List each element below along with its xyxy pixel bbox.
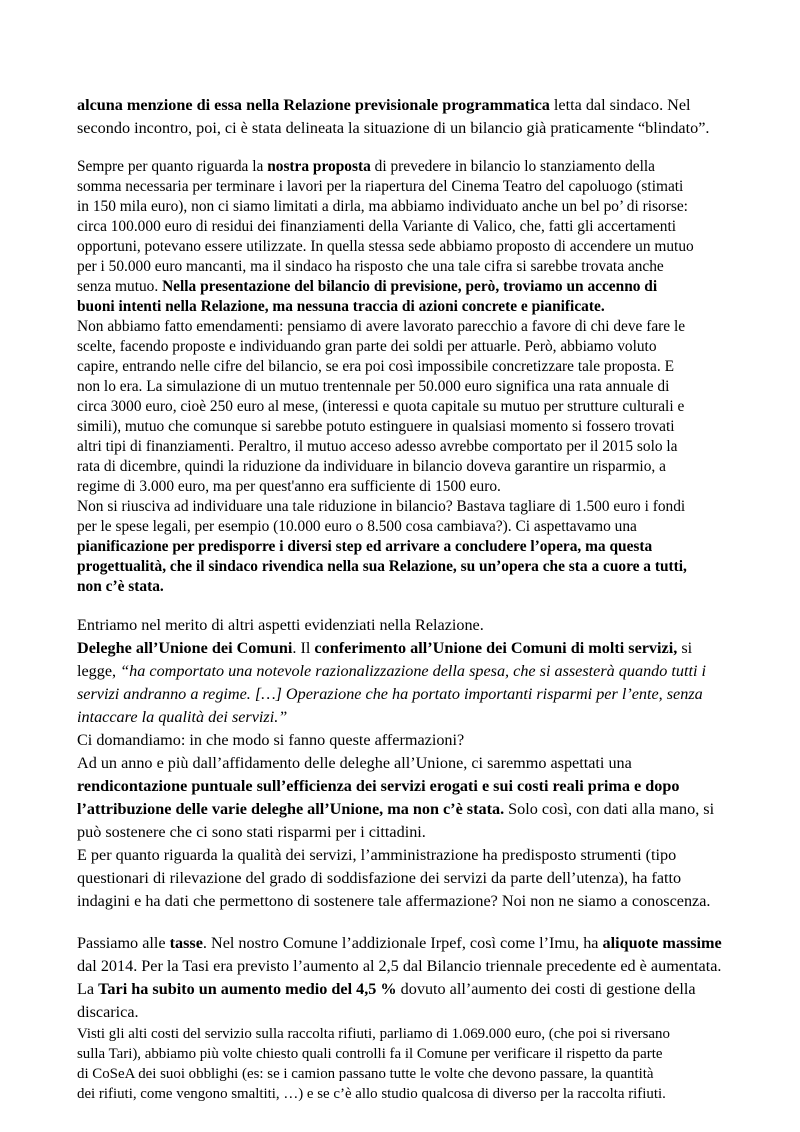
text-line: La Tari ha subito un aumento medio del 4,5 % dovuto all’aumento dei costi di gestione della bbox=[77, 980, 696, 998]
text-line: Non abbiamo fatto emendamenti: pensiamo di avere lavorato parecchio a favore di chi deve fare le bbox=[77, 318, 686, 335]
text-line: scelte, facendo proposte e individuando gran parte dei soldi per attuarle. Però, abbiamo voluto bbox=[77, 338, 657, 355]
text-line: Passiamo alle tasse. Nel nostro Comune l’addizionale Irpef, così come l’Imu, ha aliquote massime bbox=[77, 934, 722, 952]
text-line: rata di dicembre, quindi la riduzione da individuare in bilancio doveva garantire un risparmio, a bbox=[77, 458, 666, 475]
text-line: non c’è stata. bbox=[77, 578, 164, 595]
text-line: Ci domandiamo: in che modo si fanno queste affermazioni? bbox=[77, 731, 465, 749]
text-line: Sempre per quanto riguarda la nostra proposta di prevedere in bilancio lo stanziamento della bbox=[77, 158, 656, 175]
text-line: dal 2014. Per la Tasi era previsto l’aumento al 2,5 dal Bilancio triennale precedente ed è aumentata. bbox=[77, 957, 722, 975]
text-line: Ad un anno e più dall’affidamento delle deleghe all’Unione, ci saremmo aspettati una bbox=[77, 754, 632, 772]
text-line: l’attribuzione delle varie deleghe all’Unione, ma non c’è stata. Solo così, con dati alla mano, si bbox=[77, 800, 715, 818]
text-line: pianificazione per predisporre i diversi step ed arrivare a concludere l’opera, ma questa bbox=[77, 538, 653, 555]
text-line: Visti gli alti costi del servizio sulla raccolta rifiuti, parliamo di 1.069.000 euro, (che poi si riversano bbox=[77, 1026, 670, 1042]
text-line: circa 3000 euro, cioè 250 euro al mese, (interessi e quota capitale su mutuo per strutture culturali e bbox=[77, 398, 685, 415]
text-line: Non si riusciva ad individuare una tale riduzione in bilancio? Bastava tagliare di 1.500 euro i fondi bbox=[77, 498, 686, 515]
text-line: somma necessaria per terminare i lavori per la riapertura del Cinema Teatro del capoluogo (stimati bbox=[77, 178, 684, 195]
text-line: altri tipi di finanziamenti. Peraltro, il mutuo acceso adesso avrebbe comportato per il 2015 solo la bbox=[77, 438, 678, 455]
text-line: progettualità, che il sindaco rivendica nella sua Relazione, su un’opera che sta a cuore a tutti, bbox=[77, 558, 687, 575]
text-line: E per quanto riguarda la qualità dei servizi, l’amministrazione ha predisposto strumenti (tipo bbox=[77, 846, 677, 864]
text-line: per le spese legali, per esempio (10.000 euro o 8.500 cosa cambiava?). Ci aspettavamo una bbox=[77, 518, 637, 535]
text-line: indagini e ha dati che permettono di sostenere tale affermazione? Noi non ne siamo a conoscenza. bbox=[77, 892, 711, 910]
text-line: non lo era. La simulazione di un mutuo trentennale per 50.000 euro significa una rata annuale di bbox=[77, 378, 670, 395]
text-line: opportuni, potevano essere utilizzate. In quella stessa sede abbiamo proposto di accendere un mutuo bbox=[77, 238, 694, 255]
text-line: intaccare la qualità dei servizi.” bbox=[77, 708, 288, 726]
text-line: dei rifiuti, come vengono smaltiti, …) e se c’è allo studio qualcosa di diverso per la raccolta rifiuti. bbox=[77, 1086, 666, 1102]
text-line: sulla Tari), abbiamo più volte chiesto quali controlli fa il Comune per verificare il rispetto da parte bbox=[77, 1046, 663, 1062]
text-line: circa 100.000 euro di residui dei finanziamenti della Variante di Valico, che, fatti gli accertamenti bbox=[77, 218, 677, 235]
text-line: buoni intenti nella Relazione, ma nessuna traccia di azioni concrete e pianificate. bbox=[77, 298, 605, 315]
text-line: può sostenere che ci sono stati risparmi per i cittadini. bbox=[77, 823, 426, 841]
text-line: di CoSeA dei suoi obblighi (es: se i camion passano tutte le volte che devono passare, la quantità bbox=[77, 1066, 654, 1082]
text-line: simili), mutuo che comunque si sarebbe potuto estinguere in qualsiasi momento si fossero trovati bbox=[77, 418, 675, 435]
text-line: Entriamo nel merito di altri aspetti evidenziati nella Relazione. bbox=[77, 616, 484, 634]
text-line: capire, entrando nelle cifre del bilancio, se era poi così impossibile concretizzare tale proposta. E bbox=[77, 358, 674, 375]
text-line: servizi andranno a regime. […] Operazione che ha portato importanti risparmi per l’ente, senza bbox=[77, 685, 703, 703]
text-line: legge, “ha comportato una notevole razionalizzazione della spesa, che si assesterà quando tutti i bbox=[77, 662, 707, 680]
text-line: in 150 mila euro), non ci siamo limitati a dirla, ma abbiamo individuato anche un bel po’ di risorse: bbox=[77, 198, 688, 215]
text-line: secondo incontro, poi, ci è stata delineata la situazione di un bilancio già praticamente “blindato”. bbox=[77, 119, 710, 137]
text-line: questionari di rilevazione del grado di soddisfazione dei servizi da parte dell’utenza), ha fatto bbox=[77, 869, 682, 887]
text-line: discarica. bbox=[77, 1003, 139, 1021]
text-line: per i 50.000 euro mancanti, ma il sindaco ha risposto che una tale cifra si sarebbe trovata anche bbox=[77, 258, 664, 275]
text-line: Deleghe all’Unione dei Comuni. Il conferimento all’Unione dei Comuni di molti servizi, si bbox=[77, 639, 693, 657]
text-line: regime di 3.000 euro, ma per quest'anno era sufficiente di 1500 euro. bbox=[77, 478, 501, 495]
text-line: senza mutuo. Nella presentazione del bilancio di previsione, però, troviamo un accenno di bbox=[77, 278, 658, 295]
text-line: alcuna menzione di essa nella Relazione previsionale programmatica letta dal sindaco. Nel bbox=[77, 96, 691, 114]
text-line: rendicontazione puntuale sull’efficienza dei servizi erogati e sui costi reali prima e dopo bbox=[77, 777, 680, 795]
